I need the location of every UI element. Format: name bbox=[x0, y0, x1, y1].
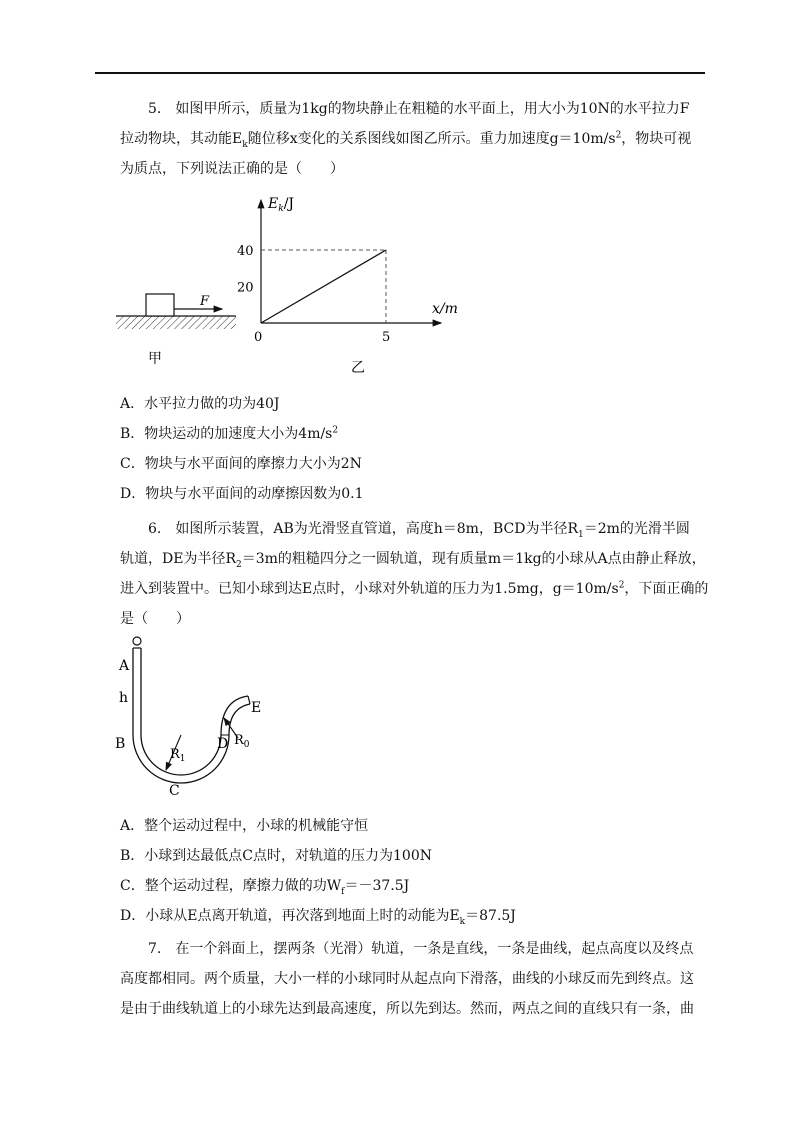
figure-track bbox=[108, 630, 278, 800]
x-tick-label: 5 bbox=[382, 330, 391, 345]
header-rule bbox=[95, 72, 705, 74]
figure-yi-chart bbox=[236, 190, 476, 375]
label-h: h bbox=[119, 690, 129, 706]
q6-line-4: 是（ ） bbox=[120, 611, 190, 627]
q7-line-3: 是由于曲线轨道上的小球先达到最高速度，所以先到达。然而，两点之间的直线只有一条，曲 bbox=[120, 1001, 694, 1017]
q6-line-2: 轨道，DE为半径$R_2=3m$的粗糙四分之一圆轨道，现有质量m＝1kg的小球从A点由静止释放， bbox=[120, 551, 706, 570]
label-e: E bbox=[251, 700, 262, 716]
figure-yi-caption: 乙 bbox=[351, 360, 365, 375]
q5-option-b: B．物块运动的加速度大小为$4m/s^2$ bbox=[120, 425, 339, 442]
q6-option-c: C．整个运动过程，摩擦力做的功$W_f=-37.5J$ bbox=[120, 878, 410, 897]
q6-option-a: A．整个运动过程中，小球的机械能守恒 bbox=[120, 818, 369, 834]
q5-line-3: 为质点，下列说法正确的是（ ） bbox=[120, 161, 344, 177]
q7-line-2: 高度都相同。两个质量，大小一样的小球同时从起点向下滑落，曲线的小球反而先到终点。这 bbox=[120, 971, 694, 987]
label-b: B bbox=[115, 736, 126, 752]
q5-line-2: 拉动物块，其动能$E_k$随位移x变化的关系图线如图乙所示。重力加速度$g=10m/s^2$，物块可视 bbox=[120, 130, 692, 150]
ground-hatch bbox=[116, 316, 236, 329]
label-r1: $R_1$ bbox=[170, 747, 186, 764]
y-tick-label: 20 bbox=[237, 280, 254, 296]
force-label: F bbox=[200, 294, 210, 309]
q5-option-a: A．水平拉力做的功为40J bbox=[120, 396, 280, 412]
label-r0: $R_0$ bbox=[234, 733, 250, 750]
q6-option-b: B．小球到达最低点C点时，对轨道的压力为100N bbox=[120, 848, 432, 864]
q6-line-3: 进入到装置中。已知小球到达E点时，小球对外轨道的压力为1.5mg，$g=10m/s^2$，下面正确的 bbox=[120, 580, 709, 597]
y-axis-label: $E_k/J$ bbox=[268, 196, 295, 214]
ball bbox=[133, 637, 141, 645]
q7-line-1: 7. 在一个斜面上，摆两条（光滑）轨道，一条是直线，一条是曲线，起点高度以及终点 bbox=[148, 941, 694, 957]
label-a: A bbox=[119, 658, 130, 674]
label-c: C bbox=[169, 783, 180, 799]
figure-jia bbox=[112, 285, 242, 370]
q5-line-1: 5. 如图甲所示，质量为1kg的物块静止在粗糙的水平面上，用大小为10N的水平拉力F bbox=[148, 101, 690, 117]
x-axis-label: x/m bbox=[432, 301, 458, 317]
q5-option-c: C．物块与水平面间的摩擦力大小为2N bbox=[120, 456, 362, 472]
q6-option-d: D．小球从E点离开轨道，再次落到地面上时的动能为$E_k=87.5J$ bbox=[120, 908, 516, 927]
data-line bbox=[261, 250, 386, 323]
q5-option-d: D．物块与水平面间的动摩擦因数为0.1 bbox=[120, 486, 364, 502]
quarter-arc-inner bbox=[221, 696, 248, 735]
block bbox=[146, 294, 174, 316]
track-end-e bbox=[248, 696, 250, 704]
label-d: D bbox=[217, 736, 229, 752]
origin-label: 0 bbox=[254, 330, 263, 345]
q6-line-1: 6. 如图所示装置，AB为光滑竖直管道，高度h＝8m，BCD为半径$R_1=2m$的光滑半圆 bbox=[148, 521, 690, 540]
y-tick-label: 40 bbox=[237, 244, 254, 259]
figure-jia-caption: 甲 bbox=[148, 351, 162, 367]
